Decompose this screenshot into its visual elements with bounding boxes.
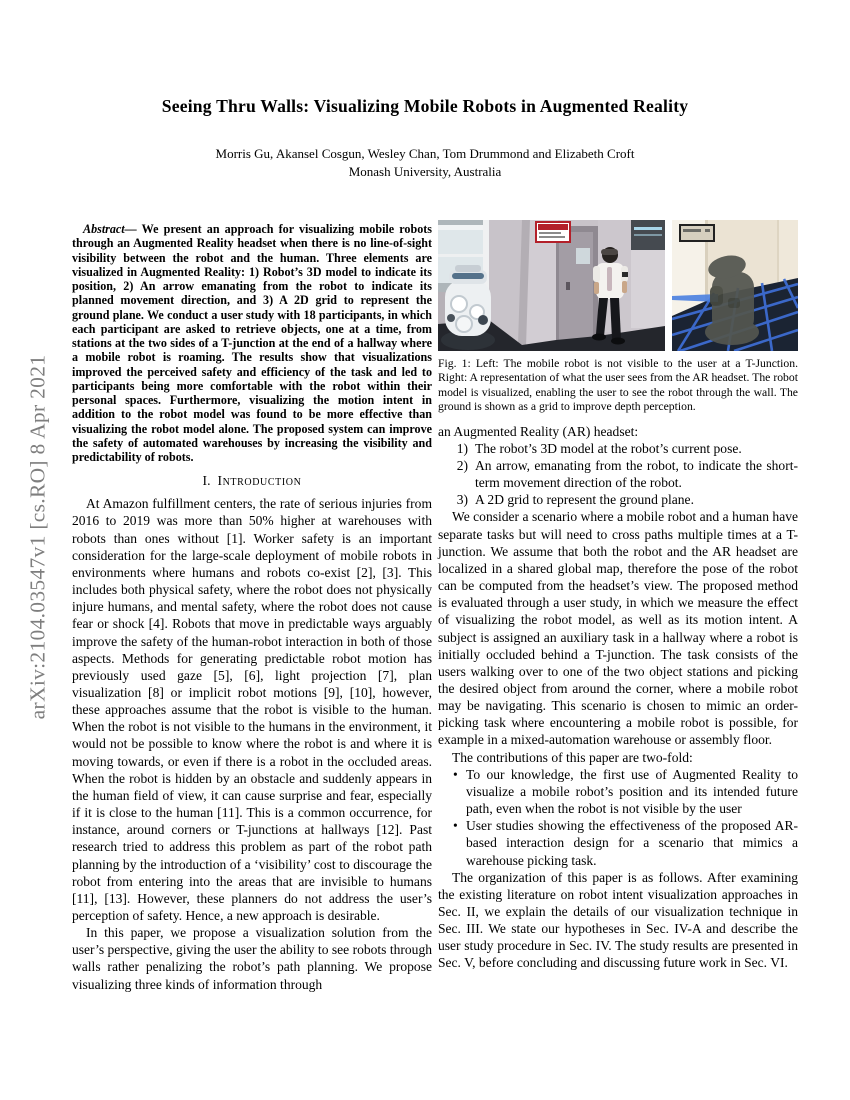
bullet-item [438, 766, 798, 817]
door-sign [536, 222, 570, 242]
intro-paragraph-2: In this paper, we propose a visualization solution from the user’s perspective, giving the user the ability to see robots through walls rather penalizing the robot’s path planning. We propose visualizing three kinds of information through [72, 925, 432, 992]
door-near [556, 226, 598, 342]
arxiv-watermark: arXiv:2104.03547v1 [cs.RO] 8 Apr 2021 [25, 354, 50, 720]
section-heading-introduction [72, 473, 432, 489]
author-list: Morris Gu, Akansel Cosgun, Wesley Chan, Tom Drummond and Elizabeth Croft [215, 146, 635, 161]
ar-view-photo [672, 220, 798, 351]
affiliation: Monash University, Australia [348, 164, 502, 179]
list-item-number: 2) [456, 457, 468, 473]
bullet-item [438, 817, 798, 868]
abstract-paragraph [72, 222, 432, 464]
figure-caption: Fig. 1: Left: The mobile robot is not visible to the user at a T-Junction. Right: A representation of what the user sees from the AR headset. The robot model is visualized, enabling the user to see the robot through the wall. The ground is shown as a grid to improve depth perception. [438, 357, 798, 414]
bullet-marker: • [453, 818, 458, 834]
paper-title: Seeing Thru Walls: Visualizing Mobile Robots in Augmented Reality [161, 96, 689, 116]
list-item [438, 491, 798, 508]
bullet-text: User studies showing the effectiveness of the proposed AR-based interaction design for a scenario that mimics a warehouse picking task. [466, 818, 798, 868]
list-item-text: An arrow, emanating from the robot, to indicate the short-term movement direction of the robot. [475, 457, 798, 491]
organization-paragraph: The organization of this paper is as follows. After examining the existing literature on robot intent visualization approaches in Sec. II, we explain the details of our visualization technique in Sec. III. We state our hypotheses in Sec. IV-A and describe the user study procedure in Sec. IV. The study results are presented in Sec. V, before concluding and discussing future work in Sec. VI. [438, 869, 798, 971]
abstract-text: We present an approach for visualizing mobile robots through an Augmented Reality headset when there is no line-of-sight visibility between the robot and the human. Three elements are visualized in Augmented Reality: 1) Robot’s 3D model to indicate its position, 2) An arrow emanating from the robot to indicate its planned movement direction, and 3) A 2D grid to represent the ground plane. We conduct a user study with 18 participants, in which each participant are asked to retrieve objects, one at a time, from stations at the two sides of a T-junction at the end of a hallway where a mobile robot is roaming. The results show that visualizations improved the perceived safety and efficiency of the task and led to participants being more comfortable with the robot within their personal spaces. Furthermore, visualizing the motion intent in addition to the robot model was found to be more effective than visualizing the robot model alone. The proposed system can improve the safety of automated warehouses by increasing the visibility and predictability of robots. [72, 222, 432, 464]
scenario-paragraph: We consider a scenario where a mobile robot and a human have separate tasks but will need to cross paths multiple times at a T-junction. We assume that both the robot and the AR headset are localized in a shared global map, therefore the pose of the robot can be computed from the headset’s view. The proposed method is evaluated through a user study, in which we measure the effect of visualizing the robot model, as well as its motion intent. A subject is assigned an auxiliary task in a hallway where a robot is initially occluded behind a T-junction. The task consists of the users walking over to one of the two object stations and picking the desired object from around the corner, where a mobile robot may be navigating. This scenario is chosen to mimic an order-picking task where encountering a mobile robot is possible, for example in a mixed-automation warehouse or assembly floor. [438, 509, 798, 748]
intro-paragraph-1: At Amazon fulfillment centers, the rate of serious injuries from 2016 to 2019 was more than 50% higher at warehouses with robots than ones without [1]. Worker safety is an important consideration for the large-scale deployment of mobile robots in environments where humans and robots co-exist [2], [3]. This includes both physical safety, where the robot does not physically injure humans, and mental safety, where the robot does not cause fear or shock [4]. Robots that move in predictable ways arguably improve the safety of the human-robot interaction in both of those aspects. Methods for generating predictable robot motion has previously used gaze [5], [6], light projection [7], plan visualization [8] or implicit robot motions [9], [10], however, these approaches assume that the robot is visible to the human. When the robot is not visible to the humans in the environment, it would not be possible to know where the robot is and where it is moving towards, or even if there is a robot in the occluded areas. When the robot is hidden by an obstacle and suddenly appears in the human field of view, it can cause surprise and fear, especially if it is close to the human [11]. This is a common occurrence, for instance, around corners or T-junctions at hallways [12]. Past research tried to address this problem as part of the robot path planning by the introduction of a ‘visibility’ cost to discourage the robot from entering into the areas that are invisible to humans [11], [13]. However, these planners do not address the user’s perception of safety. Hence, a new approach is desirable. [72, 496, 432, 923]
contributions-list [438, 766, 798, 869]
figure-1 [438, 220, 798, 415]
wall-sign [679, 224, 715, 242]
section-number: I. [202, 473, 211, 489]
list-item-number: 3) [456, 492, 468, 508]
section-title: Introduction [217, 473, 302, 489]
right-column [438, 220, 798, 972]
figure-photos [438, 220, 798, 351]
list-item [438, 440, 798, 457]
list-item-number: 1) [456, 440, 468, 456]
bullet-text: To our knowledge, the first use of Augmented Reality to visualize a mobile robot’s position and its intended future path, even when the robot is not visible by the user [466, 766, 798, 817]
ar-list-intro: an Augmented Reality (AR) headset: [438, 423, 639, 439]
list-item [438, 457, 798, 491]
list-item-text: A 2D grid to represent the ground plane. [475, 492, 694, 508]
hallway-photo [438, 220, 665, 351]
abstract-label: Abstract— [83, 222, 137, 236]
list-item-text: The robot’s 3D model at the robot’s current pose. [475, 440, 742, 456]
left-column [72, 222, 432, 993]
ar-elements-list [438, 440, 798, 509]
mobile-robot [441, 265, 495, 350]
bullet-marker: • [453, 766, 458, 782]
contributions-intro: The contributions of this paper are two-fold: [452, 749, 693, 765]
